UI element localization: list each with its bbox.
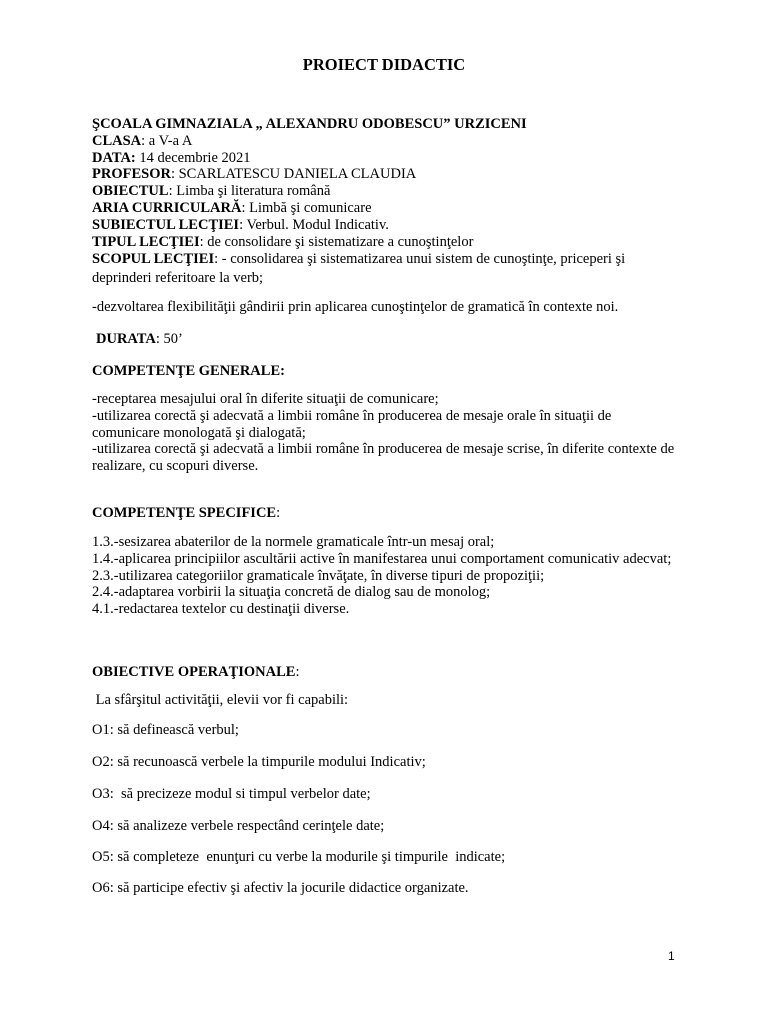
competente-generale-heading: COMPETENŢE GENERALE: bbox=[92, 363, 285, 379]
competente-specifice-suffix: : bbox=[276, 505, 281, 521]
clasa-line bbox=[92, 133, 682, 150]
aria-label: ARIA CURRICULARĂ bbox=[92, 199, 242, 216]
aria-line bbox=[92, 200, 682, 217]
clasa-value: : a V-a A bbox=[141, 132, 193, 149]
obiectul-line bbox=[92, 183, 682, 200]
school-name: ŞCOALA GIMNAZIALA „ ALEXANDRU ODOBESCU” URZICENI bbox=[92, 116, 527, 132]
objective-item: O5: să completeze enunţuri cu verbe la modurile şi timpurile indicate; bbox=[92, 849, 506, 865]
document-title: PROIECT DIDACTIC bbox=[302, 55, 466, 74]
subiectul-label: SUBIECTUL LECŢIEI bbox=[92, 216, 240, 233]
objective-item: O4: să analizeze verbele respectând cerinţele date; bbox=[92, 818, 385, 834]
objective-item: O2: să recunoască verbele la timpurile modului Indicativ; bbox=[92, 754, 426, 770]
list-item: -utilizarea corectă şi adecvată a limbii române în producerea de mesaje orale în situaţii de comunicare monologată şi dialogată; bbox=[92, 407, 612, 441]
scopul-line bbox=[92, 250, 682, 287]
durata-value: : 50’ bbox=[155, 331, 183, 347]
tipul-label: TIPUL LECŢIEI bbox=[92, 233, 200, 250]
obiective-intro: La sfârşitul activităţii, elevii vor fi capabili: bbox=[92, 692, 349, 708]
profesor-value: : SCARLATESCU DANIELA CLAUDIA bbox=[170, 166, 417, 183]
subiectul-value: : Verbul. Modul Indicativ. bbox=[239, 216, 389, 233]
page-number: 1 bbox=[668, 949, 675, 963]
data-label: DATA: bbox=[92, 149, 136, 166]
durata-label: DURATA bbox=[96, 331, 156, 347]
competente-specifice-title: COMPETENŢE SPECIFICE bbox=[92, 505, 277, 521]
clasa-label: CLASA bbox=[92, 132, 142, 149]
scopul-label: SCOPUL LECŢIEI bbox=[92, 251, 215, 268]
list-item: 2.4.-adaptarea vorbirii la situaţia concretă de dialog sau de monolog; bbox=[92, 584, 491, 601]
profesor-label: PROFESOR bbox=[92, 166, 171, 183]
scopul-line-2: -dezvoltarea flexibilităţii gândirii prin aplicarea cunoştinţelor de gramatică în contexte noi. bbox=[92, 299, 619, 315]
competente-generale-list bbox=[92, 391, 682, 475]
competente-specifice-heading bbox=[92, 505, 682, 522]
list-item: -receptarea mesajului oral în diferite situaţii de comunicare; bbox=[92, 391, 439, 407]
list-item: -utilizarea corectă şi adecvată a limbii române în producerea de mesaje scrise, în diferite contexte de realizare, cu scopuri diverse. bbox=[92, 441, 675, 475]
competente-specifice-list bbox=[92, 534, 682, 618]
obiective-title: OBIECTIVE OPERAŢIONALE bbox=[92, 664, 296, 680]
scopul-value: : - consolidarea şi sistematizarea unui sistem de cunoştinţe, priceperi şi deprinderi referitoare la verb; bbox=[92, 251, 626, 286]
data-value: 14 decembrie 2021 bbox=[135, 149, 251, 166]
aria-value: : Limbă şi comunicare bbox=[241, 199, 372, 216]
list-item: 1.4.-aplicarea principiilor ascultării active în manifestarea unui comportament comunicativ adecvat; bbox=[92, 550, 672, 567]
list-item: 1.3.-sesizarea abaterilor de la normele gramaticale într-un mesaj oral; bbox=[92, 534, 495, 550]
objective-item: O1: să definească verbul; bbox=[92, 722, 239, 738]
objective-item: O3: să precizeze modul si timpul verbelor date; bbox=[92, 786, 371, 802]
obiectul-label: OBIECTUL bbox=[92, 183, 169, 200]
profesor-line bbox=[92, 166, 682, 183]
objective-item: O6: să participe efectiv şi afectiv la jocurile didactice organizate. bbox=[92, 880, 469, 896]
lesson-header bbox=[92, 116, 682, 287]
data-line bbox=[92, 150, 682, 167]
subiectul-line bbox=[92, 217, 682, 234]
durata-line bbox=[96, 331, 686, 348]
list-item: 2.3.-utilizarea categoriilor gramaticale învăţate, în diverse tipuri de propoziţii; bbox=[92, 567, 545, 584]
obiectul-value: : Limba şi literatura română bbox=[168, 183, 331, 200]
list-item: 4.1.-redactarea textelor cu destinaţii diverse. bbox=[92, 601, 350, 618]
tipul-value: : de consolidare şi sistematizare a cunoştinţelor bbox=[199, 233, 474, 250]
obiective-heading bbox=[92, 664, 682, 681]
obiective-suffix: : bbox=[295, 664, 300, 680]
tipul-line bbox=[92, 234, 682, 251]
